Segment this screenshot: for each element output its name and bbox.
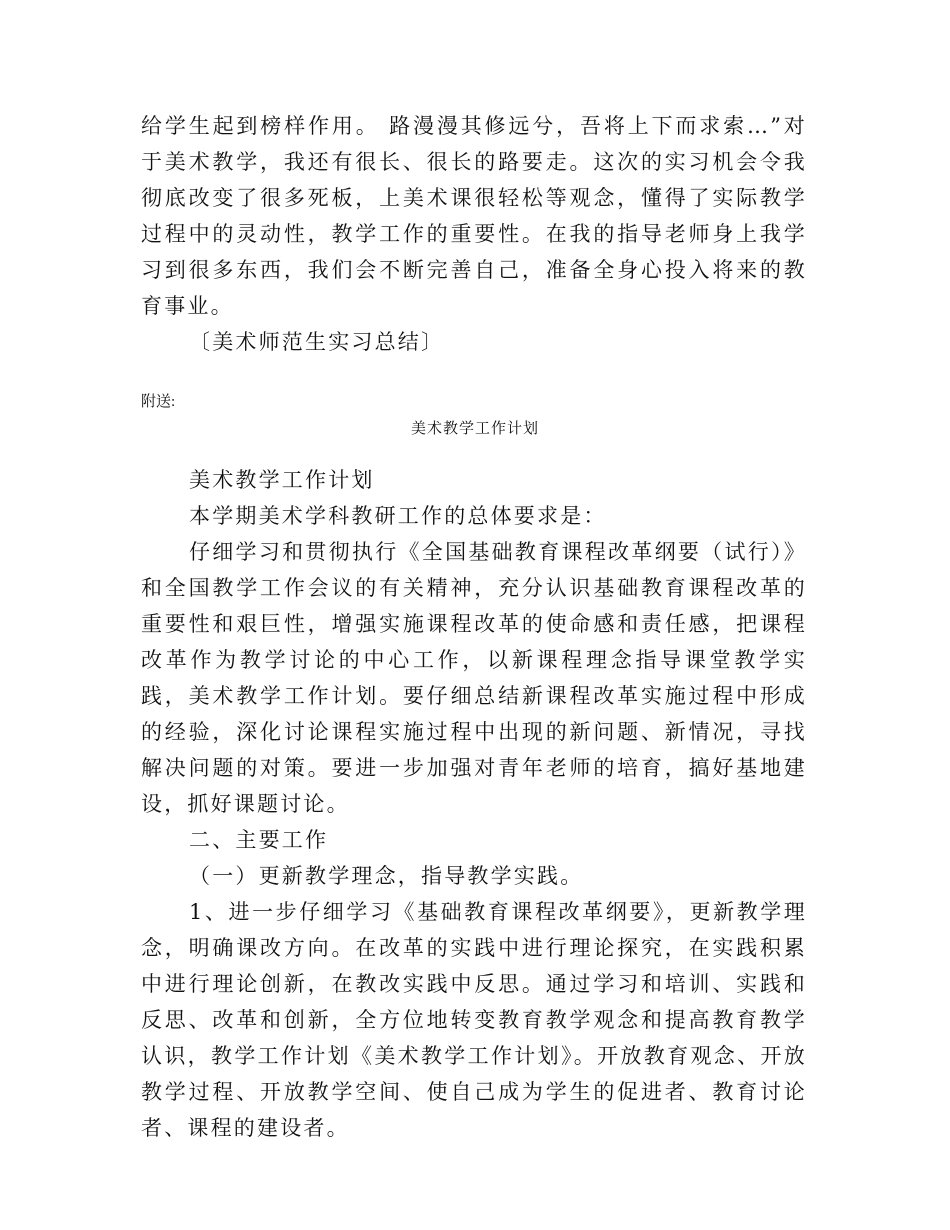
paragraph-closing: 给学生起到榜样作用。 路漫漫其修远兮，吾将上下而求索…”对于美术教学，我还有很长、很长的路要走。这次的实习机会令我彻底改变了很多死板，上美术课很轻松等观念，懂得了实际教学过程中的灵动性，教学工作的重要性。在我的指导老师身上我学习到很多东西，我们会不断完善自己，准备全身心投入将来的教育事业。 <box>141 114 807 318</box>
caption-source: 〔美术师范生实习总结〕 <box>189 330 445 354</box>
section-1 <box>141 108 807 360</box>
appendix-label: 附送: <box>141 394 176 410</box>
section-heading-main-work: 二、主要工作 <box>189 828 329 852</box>
appendix-title: 美术教学工作计划 <box>410 421 539 437</box>
plan-intro: 本学期美术学科教研工作的总体要求是： <box>189 504 607 528</box>
paragraph-item-1: 1、进一步仔细学习《基础教育课程改革纲要》，更新教学理念，明确课改方向。在改革的实践中进行理论探究，在实践积累中进行理论创新，在教改实践中反思。通过学习和培训、实践和反思、改革和创新，全方位地转变教育教学观念和提高教育教学认识，教学工作计划《美术教学工作计划》。开放教育观念、开放教学过程、开放教学空间、使自己成为学生的促进者、教育讨论者、课程的建设者。 <box>141 900 807 1140</box>
plan-heading: 美术教学工作计划 <box>189 468 375 492</box>
section-2 <box>141 462 807 1146</box>
paragraph-requirements: 仔细学习和贯彻执行《全国基础教育课程改革纲要（试行）》和全国教学工作会议的有关精神，充分认识基础教育课程改革的重要性和艰巨性，增强实施课程改革的使命感和责任感，把课程改革作为教学讨论的中心工作，以新课程理念指导课堂教学实践，美术教学工作计划。要仔细总结新课程改革实施过程中形成的经验，深化讨论课程实施过程中出现的新问题、新情况，寻找解决问题的对策。要进一步加强对青年老师的培育，搞好基地建设，抓好课题讨论。 <box>141 540 807 816</box>
subheading-teaching-concepts: （一）更新教学理念，指导教学实践。 <box>189 864 584 888</box>
